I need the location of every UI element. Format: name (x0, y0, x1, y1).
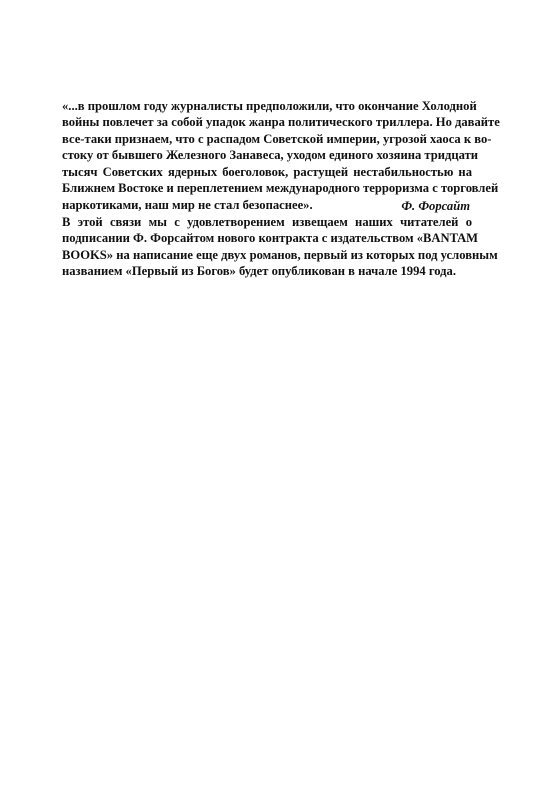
quote-line: тысяч Советских ядерных боеголовок, растущей нестабильностью на (62, 164, 472, 179)
quote-line: «...в прошлом году журналисты предположили, что окончание Холодной (62, 99, 477, 113)
quote-line: войны повлечет за собой упадок жанра политического триллера. Но давайте (62, 115, 500, 130)
quote-tail (62, 196, 472, 212)
quote-author: Ф. Форсайт (401, 199, 470, 214)
quote-line: стоку от бывшего Железного Занавеса, уходом единого хозяина тридцати (62, 148, 479, 163)
note-line: названием «Первый из Богов» будет опубликован в начале 1994 года. (62, 264, 456, 279)
publisher-note (62, 214, 498, 280)
quote-line: Ближнем Востоке и переплетением международного терроризма с торговлей (62, 181, 499, 196)
note-line: В этой связи мы с удовлетворением извещаем наших читателей о (62, 215, 472, 229)
note-line: подписании Ф. Форсайтом нового контракта с издательством «BANTAM (62, 231, 479, 246)
note-line: BOOKS» на написание еще двух романов, первый из которых под условным (62, 247, 498, 262)
quote-line: наркотиками, наш мир не стал безопаснее». (62, 198, 313, 213)
quote-line: все-таки признаем, что с распадом Советской империи, угрозой хаоса к во- (62, 131, 492, 146)
epigraph-quote (62, 98, 500, 214)
